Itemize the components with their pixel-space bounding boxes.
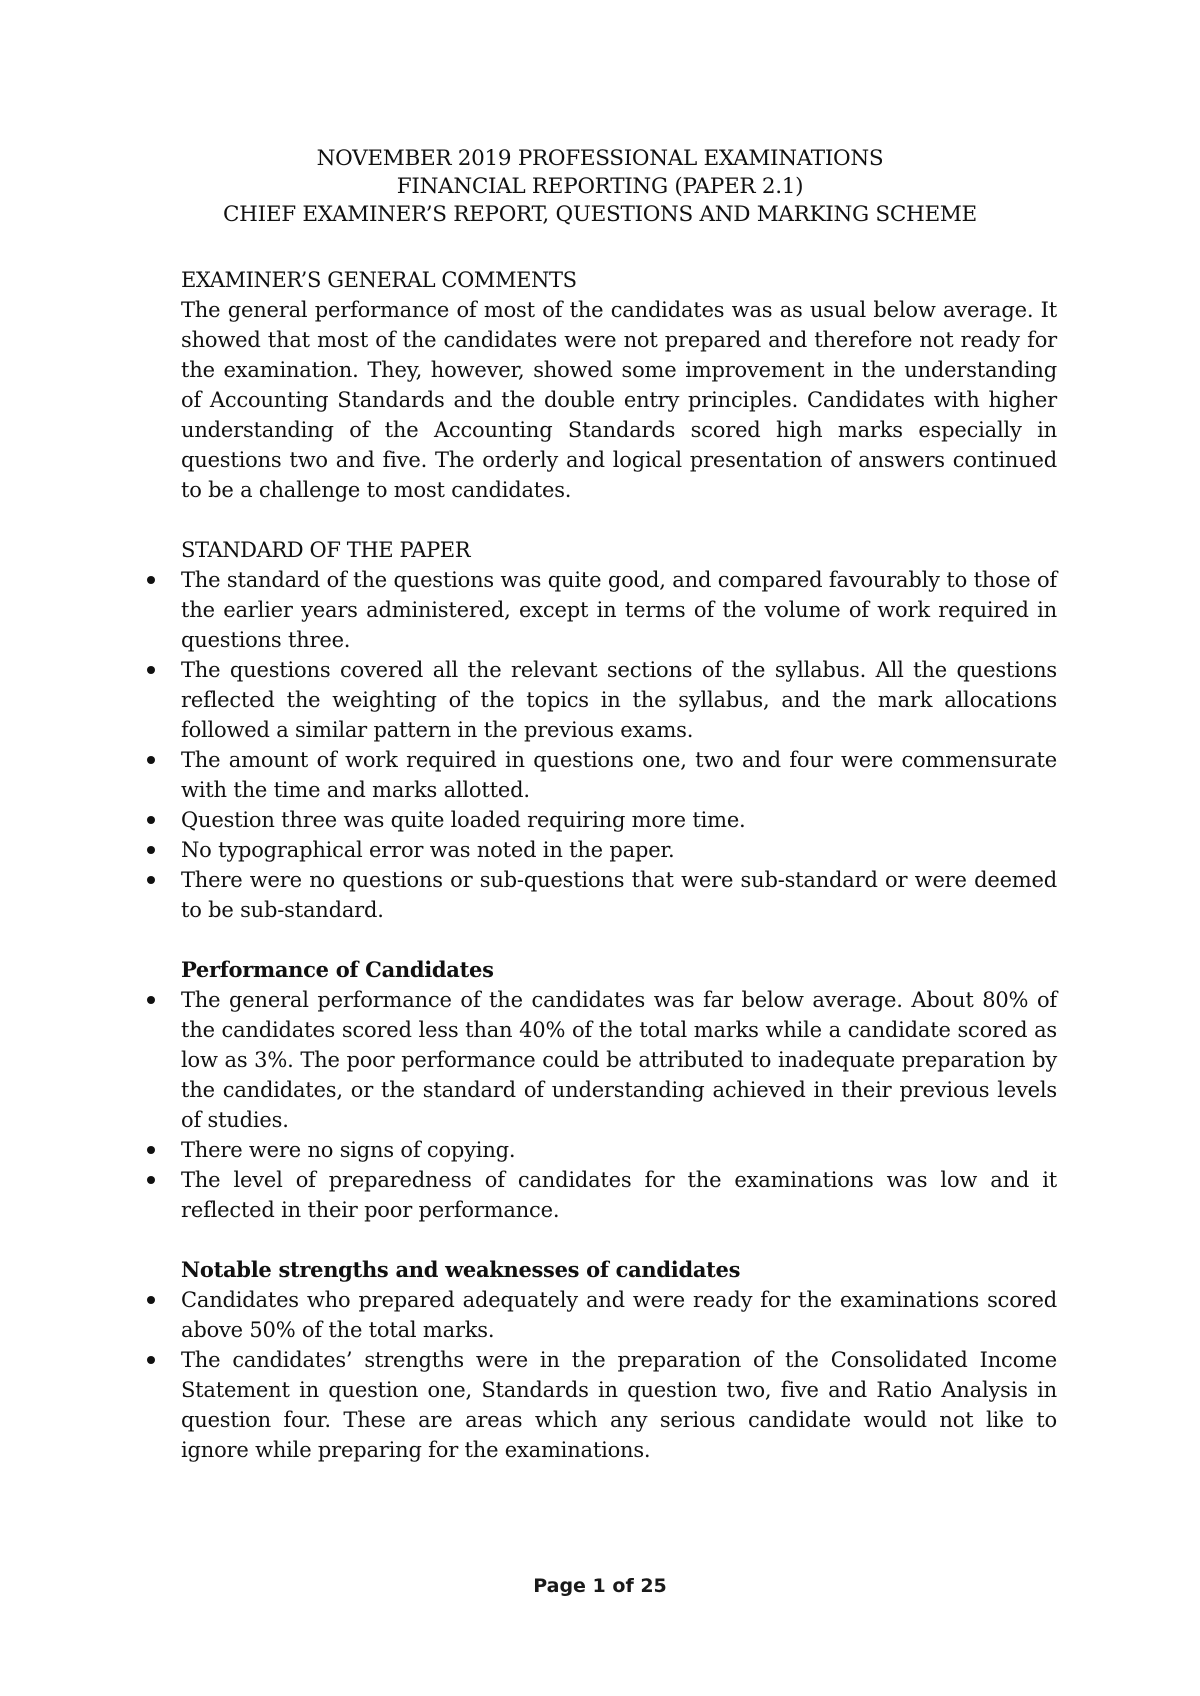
bullet-icon [147,576,155,584]
bullet-icon [147,1296,155,1304]
list-item [181,985,1057,1135]
list-item [181,1345,1057,1465]
list-item-text: No typographical error was noted in the paper. [181,838,675,862]
list-item [181,745,1057,805]
bullet-icon [147,666,155,674]
performance-list [181,985,1057,1225]
standard-heading: STANDARD OF THE PAPER [181,538,471,562]
title-line-exam: NOVEMBER 2019 PROFESSIONAL EXAMINATIONS [316,146,884,171]
bullet-icon [147,846,155,854]
list-item [181,565,1057,655]
list-item [181,835,1057,865]
page-footer [0,1574,1200,1598]
bullet-icon [147,816,155,824]
bullet-icon [147,1356,155,1364]
strengths-heading: Notable strengths and weaknesses of candidates [181,1257,741,1282]
performance-heading: Performance of Candidates [181,957,494,982]
standard-list [181,565,1057,925]
list-item-text: The amount of work required in questions one, two and four were commensurate with the time and marks allotted. [181,748,1057,802]
bullet-icon [147,1176,155,1184]
list-item-text: Question three was quite loaded requiring more time. [181,808,746,832]
list-item-text: The questions covered all the relevant sections of the syllabus. All the questions reflected the weighting of the topics in the syllabus, and the mark allocations followed a similar pattern in the previous exams. [181,658,1057,742]
list-item [181,1165,1057,1225]
document-title [0,145,1200,229]
title-line-report: CHIEF EXAMINER’S REPORT, QUESTIONS AND MARKING SCHEME [223,202,977,227]
strengths-list [181,1285,1057,1465]
report-body [181,265,1057,1465]
list-item [181,655,1057,745]
bullet-icon [147,1146,155,1154]
list-item [181,1135,1057,1165]
list-item-text: The level of preparedness of candidates for the examinations was low and it reflected in their poor performance. [181,1168,1057,1222]
list-item-text: There were no signs of copying. [181,1138,516,1162]
page-number: Page 1 of 25 [533,1575,667,1597]
list-item [181,1285,1057,1345]
title-line-paper: FINANCIAL REPORTING (PAPER 2.1) [396,174,804,199]
list-item-text: The candidates’ strengths were in the preparation of the Consolidated Income Statement in question one, Standards in question two, five and Ratio Analysis in question four. These are areas which any serious candidate would not like to ignore while preparing for the examinations. [181,1348,1057,1462]
list-item-text: The general performance of the candidates was far below average. About 80% of the candidates scored less than 40% of the total marks while a candidate scored as low as 3%. The poor performance could be attributed to inadequate preparation by the candidates, or the standard of understanding achieved in their previous levels of studies. [181,988,1057,1132]
list-item-text: The standard of the questions was quite good, and compared favourably to those of the earlier years administered, except in terms of the volume of work required in questions three. [181,568,1057,652]
bullet-icon [147,756,155,764]
list-item-text: Candidates who prepared adequately and were ready for the examinations scored above 50% of the total marks. [181,1288,1057,1342]
bullet-icon [147,996,155,1004]
bullet-icon [147,876,155,884]
general-comments-text: The general performance of most of the candidates was as usual below average. It showed that most of the candidates were not prepared and therefore not ready for the examination. They, however, showed some improvement in the understanding of Accounting Standards and the double entry principles. Candidates with higher understanding of the Accounting Standards scored high marks especially in questions two and five. The orderly and logical presentation of answers continued to be a challenge to most candidates. [181,298,1057,502]
list-item [181,805,1057,835]
general-comments-heading: EXAMINER’S GENERAL COMMENTS [181,268,577,292]
list-item [181,865,1057,925]
list-item-text: There were no questions or sub-questions that were sub-standard or were deemed to be sub-standard. [181,868,1057,922]
